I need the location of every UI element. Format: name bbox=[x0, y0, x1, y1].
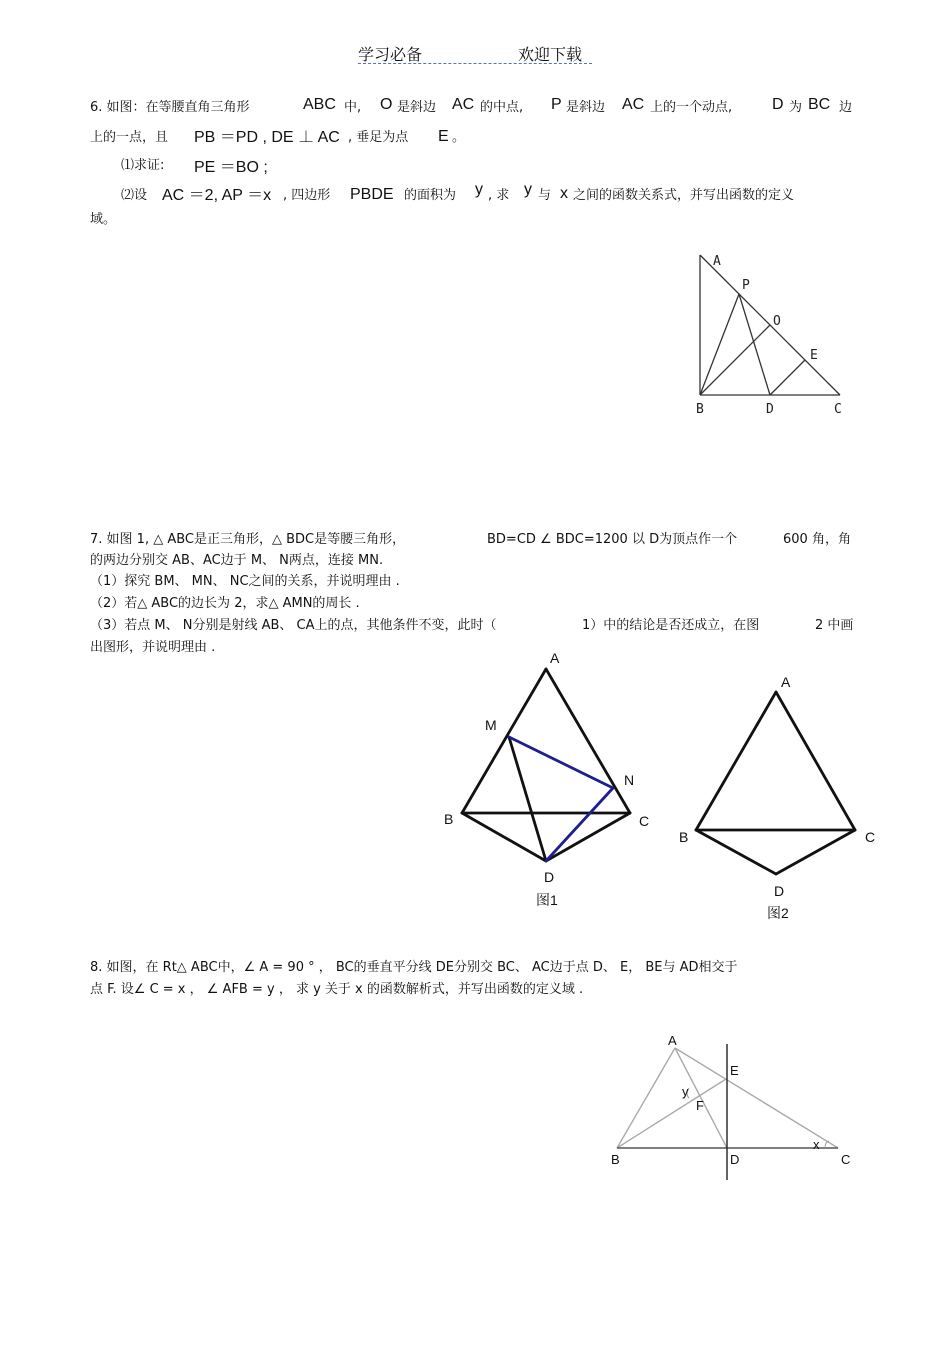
q6-text: ⑵设 bbox=[121, 188, 148, 203]
q6-math: O bbox=[380, 96, 393, 113]
q6-text: 域。 bbox=[90, 212, 117, 227]
fig1-line-nd bbox=[546, 788, 613, 861]
q7-text: （3）若点 M、 N分别是射线 AB、 CA上的点，其他条件不变，此时（ bbox=[90, 618, 497, 633]
fig1-line-ac bbox=[546, 669, 630, 813]
q6-text: 的面积为 bbox=[404, 188, 457, 203]
fig1-label-d: D bbox=[544, 869, 555, 885]
fig1-line-cd bbox=[546, 813, 630, 861]
q8-line-ab bbox=[617, 1048, 675, 1148]
q6-math: BC bbox=[808, 96, 831, 113]
q6-line-de bbox=[770, 360, 805, 395]
q6-text: , 四边形 bbox=[283, 188, 331, 203]
q6-text: , 垂足为点 bbox=[348, 130, 409, 145]
q8-text: 点 F. 设∠ C = x ， ∠ AFB = y ， 求 y 关于 x 的函数解析式，并写出函数的定义域 . bbox=[90, 982, 584, 997]
q7-text: 1）中的结论是否还成立，在图 bbox=[582, 618, 760, 633]
q6-text: 中, bbox=[344, 100, 362, 115]
fig2-line-ab bbox=[696, 692, 776, 830]
fig1-label-m: M bbox=[485, 717, 497, 733]
q6-text: 上的一个动点, bbox=[650, 100, 733, 115]
q6-label-o: O bbox=[773, 314, 781, 329]
q6-text: 是斜边 bbox=[566, 100, 606, 115]
fig1-caption: 图1 bbox=[536, 892, 558, 908]
fig2-label-c: C bbox=[865, 829, 876, 845]
q7-text: BD=CD ∠ BDC=1200 以 D为顶点作一个 bbox=[487, 532, 738, 547]
q7-text: （2）若△ ABC的边长为 2，求△ AMN的周长 . bbox=[90, 596, 360, 611]
q6-text: ⑴求证: bbox=[121, 158, 165, 173]
q8-text: 8. 如图，在 Rt△ ABC中，∠ A = 90 ° ， BC的垂直平分线 DE分别交 BC、 AC边于点 D、 E， BE与 AD相交于 bbox=[90, 960, 738, 975]
q6-text: 。 bbox=[452, 130, 466, 145]
header-left: 学习必备 bbox=[358, 45, 423, 64]
fig1-label-n: N bbox=[624, 772, 635, 788]
fig2-line-cd bbox=[776, 830, 855, 874]
header-right: 欢迎下载 bbox=[518, 45, 583, 64]
q6-text: 为 bbox=[789, 100, 803, 115]
q6-math: AC bbox=[452, 96, 475, 113]
q6-math: ABC bbox=[303, 96, 336, 113]
fig2-label-b: B bbox=[679, 829, 689, 845]
q6-label-c: C bbox=[834, 402, 842, 417]
q6-math: y bbox=[524, 181, 532, 198]
q6-math: D bbox=[772, 96, 784, 113]
q6-text: 边 bbox=[839, 100, 853, 115]
q8-label-x: x bbox=[813, 1137, 820, 1152]
fig1-label-b: B bbox=[444, 811, 454, 827]
q6-text: 上的一点，且 bbox=[90, 130, 169, 145]
q6-text: 的中点, bbox=[480, 100, 524, 115]
q7-text: 7. 如图 1, △ ABC是正三角形，△ BDC是等腰三角形， bbox=[90, 532, 406, 547]
q7-figure-2 bbox=[670, 668, 890, 928]
q8-figure bbox=[605, 1028, 865, 1188]
q6-line-bp bbox=[700, 294, 739, 395]
q7-text: 出图形，并说明理由 . bbox=[90, 640, 216, 655]
q7-text: （1）探究 BM、 MN、 NC之间的关系，并说明理由 . bbox=[90, 574, 400, 589]
q7-text: 的两边分别交 AB、AC边于 M、 N两点，连接 MN. bbox=[90, 553, 384, 568]
q7-text: 2 中画 bbox=[815, 618, 854, 633]
fig2-caption: 图2 bbox=[767, 905, 789, 921]
q6-text: 6. 如图：在等腰直角三角形 bbox=[90, 100, 250, 115]
fig2-label-d: D bbox=[774, 883, 785, 899]
q7-figure-1 bbox=[430, 645, 670, 915]
fig2-line-ac bbox=[776, 692, 855, 830]
fig1-label-a: A bbox=[550, 650, 560, 666]
q6-math: PE ＝BO ; bbox=[194, 159, 268, 176]
q7-text: 600 角，角 bbox=[783, 532, 851, 547]
q6-math: x bbox=[560, 185, 568, 202]
fig2-line-bd bbox=[696, 830, 776, 874]
q6-math: P bbox=[551, 96, 562, 113]
q8-label-e: E bbox=[730, 1063, 739, 1078]
q6-math: PB ＝PD , DE ⊥ AC bbox=[194, 129, 340, 146]
fig1-line-ab bbox=[462, 669, 546, 813]
header-underline bbox=[358, 63, 592, 64]
q8-label-b: B bbox=[611, 1152, 620, 1167]
q6-math: PBDE bbox=[350, 186, 394, 203]
fig1-line-mn bbox=[509, 737, 613, 788]
q6-label-p: P bbox=[742, 278, 750, 293]
q6-text: 与 bbox=[538, 188, 552, 203]
q6-math: AC ＝2, AP ＝x bbox=[162, 187, 272, 204]
q6-math: y bbox=[475, 181, 483, 198]
q6-label-a: A bbox=[713, 254, 721, 269]
q6-label-e: E bbox=[810, 348, 818, 363]
q6-math: AC bbox=[622, 96, 645, 113]
fig2-label-a: A bbox=[781, 674, 791, 690]
q6-text: , 求 bbox=[488, 188, 510, 203]
q8-label-d: D bbox=[730, 1152, 740, 1167]
q6-text: 之间的函数关系式，并写出函数的定义 bbox=[573, 188, 795, 203]
q6-math: E bbox=[438, 128, 449, 145]
q8-label-a: A bbox=[668, 1033, 677, 1048]
q8-label-c: C bbox=[841, 1152, 851, 1167]
q6-text: 是斜边 bbox=[397, 100, 437, 115]
q6-figure bbox=[690, 245, 860, 425]
q8-label-y: y bbox=[682, 1084, 689, 1099]
q8-label-f: F bbox=[696, 1098, 704, 1113]
fig1-label-c: C bbox=[639, 813, 650, 829]
q6-label-d: D bbox=[766, 402, 774, 417]
q6-label-b: B bbox=[696, 402, 704, 417]
